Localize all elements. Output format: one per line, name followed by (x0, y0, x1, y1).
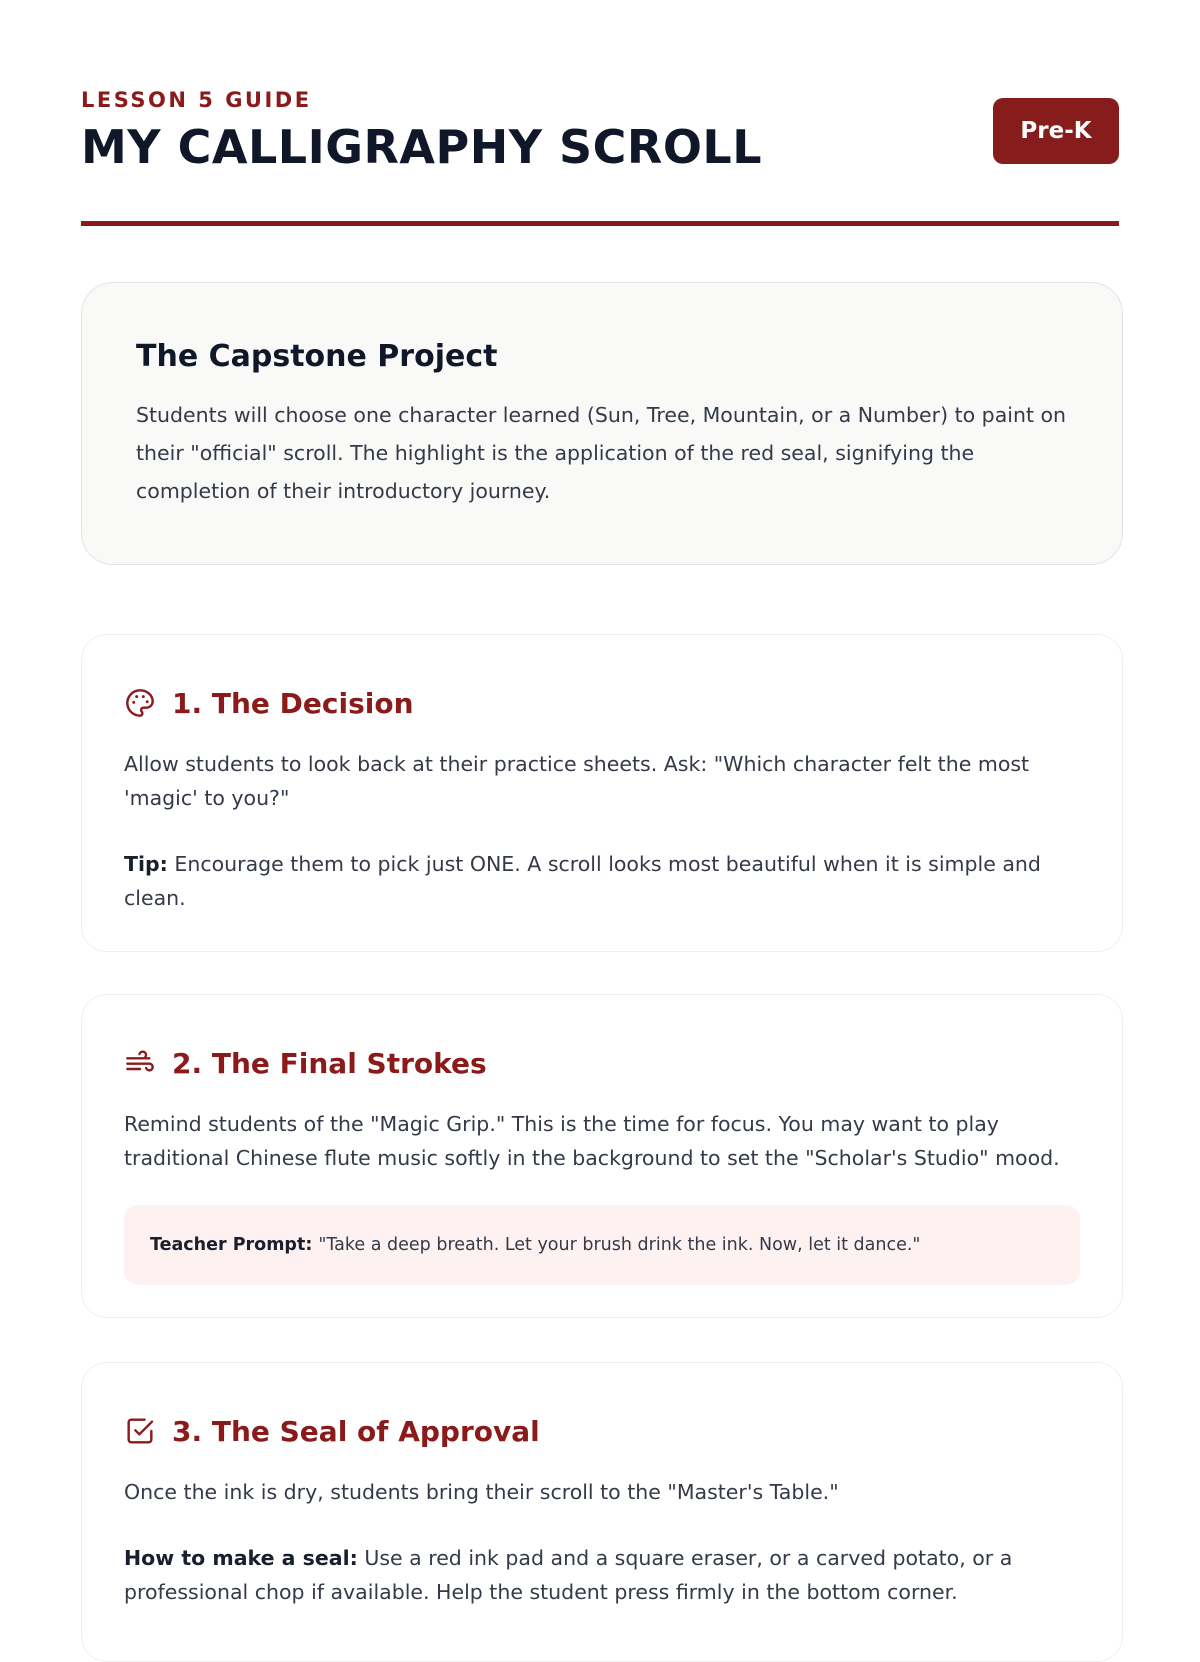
step-header (124, 1411, 1080, 1451)
teacher-prompt-label: Teacher Prompt: (150, 1235, 313, 1255)
step-heading: 1. The Decision (172, 686, 414, 720)
howto-text: Use a red ink pad and a square eraser, or a carved potato, or a professional chop if available. Help the student press firmly in the bottom corner. (124, 1546, 1013, 1604)
grade-badge: Pre-K (993, 98, 1119, 164)
teacher-prompt-box (124, 1205, 1080, 1285)
checkbox-icon (124, 1415, 156, 1447)
step-header (124, 683, 1080, 723)
howto-paragraph (124, 1541, 1080, 1609)
capstone-body: Students will choose one character learned (Sun, Tree, Mountain, or a Number) to paint on their "official" scroll. The highlight is the application of the red seal, signifying the completion of their introductory journey. (136, 403, 1067, 503)
step-body (124, 1107, 1080, 1175)
step-heading: 2. The Final Strokes (172, 1046, 487, 1080)
capstone-card (81, 282, 1123, 565)
tip-paragraph (124, 847, 1080, 915)
teacher-prompt-text: "Take a deep breath. Let your brush drink the ink. Now, let it dance." (318, 1235, 921, 1255)
page-header (81, 0, 1119, 228)
step-description: Once the ink is dry, students bring their scroll to the "Master's Table." (124, 1480, 839, 1504)
step-card-decision (81, 634, 1123, 952)
step-header (124, 1043, 1080, 1083)
step-body (124, 1475, 1080, 1609)
wind-icon (124, 1047, 156, 1079)
step-description: Allow students to look back at their practice sheets. Ask: "Which character felt the most 'magic' to you?" (124, 752, 1030, 810)
step-description: Remind students of the "Magic Grip." This is the time for focus. You may want to play traditional Chinese flute music softly in the background to set the "Scholar's Studio" mood. (124, 1112, 1060, 1170)
step-card-seal (81, 1362, 1123, 1662)
tip-text: Encourage them to pick just ONE. A scroll looks most beautiful when it is simple and clean. (124, 852, 1041, 910)
palette-icon (124, 687, 156, 719)
page-title: MY CALLIGRAPHY SCROLL (81, 120, 763, 174)
capstone-heading: The Capstone Project (136, 339, 498, 374)
header-divider (81, 221, 1119, 226)
tip-label: Tip: (124, 852, 168, 876)
howto-label: How to make a seal: (124, 1546, 358, 1570)
step-card-final-strokes (81, 994, 1123, 1318)
lesson-eyebrow: LESSON 5 GUIDE (81, 88, 312, 112)
step-heading: 3. The Seal of Approval (172, 1414, 540, 1448)
step-body (124, 747, 1080, 915)
